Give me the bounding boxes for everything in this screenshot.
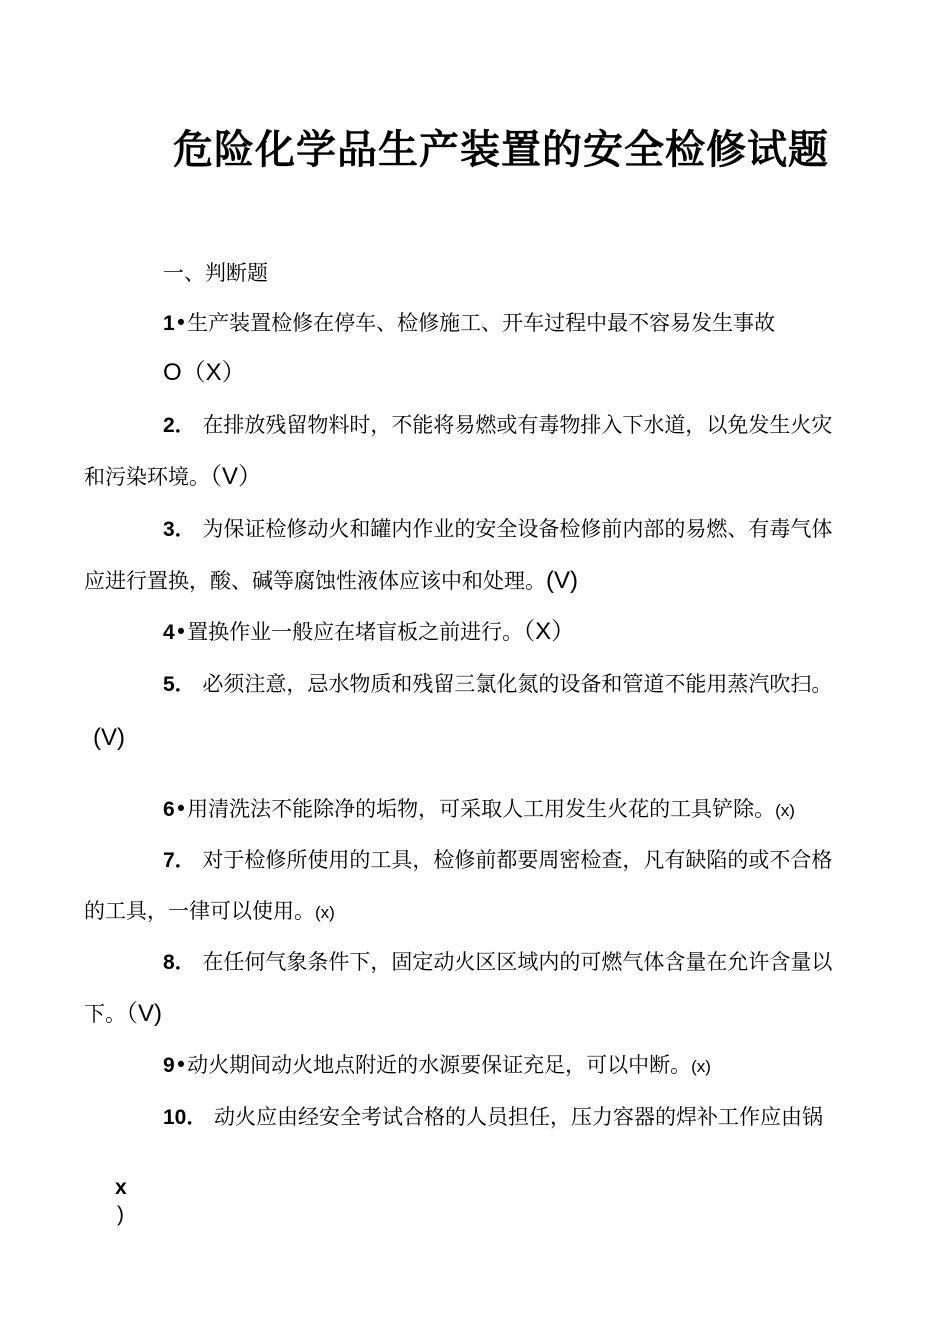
question-text: 对于检修所使用的工具，检修前都要周密检查，凡有缺陷的或不合格	[202, 848, 833, 872]
question-7	[163, 845, 832, 876]
question-text: 用清洗法不能除净的垢物，可采取人工用发生火花的工具铲除。	[187, 797, 776, 821]
question-8-continued	[84, 999, 162, 1029]
question-3-continued	[84, 566, 578, 596]
question-text: 动火期间动火地点附近的水源要保证充足，可以中断。	[187, 1053, 692, 1077]
question-number: 5．	[163, 673, 196, 696]
question-2	[163, 410, 832, 441]
question-number: 7．	[163, 849, 196, 872]
question-3	[163, 514, 832, 545]
question-number: 6	[163, 798, 175, 821]
question-text: 必须注意，忌水物质和残留三氯化氮的设备和管道不能用蒸汽吹扫。	[202, 672, 833, 696]
bullet-separator: •	[174, 797, 188, 821]
question-text: 在任何气象条件下，固定动火区区域内的可燃气体含量在允许含量以	[202, 950, 833, 974]
section-heading: 一、判断题	[163, 261, 268, 285]
question-number: 3．	[163, 518, 196, 541]
question-number: 1	[163, 312, 175, 335]
document-title: 危险化学品生产装置的安全检修试题	[173, 127, 829, 173]
question-1	[163, 308, 775, 339]
question-7-continued	[84, 896, 335, 928]
question-text: 动火应由经安全考试合格的人员担任，压力容器的焊补工作应由锅	[214, 1105, 824, 1129]
question-text: 为保证检修动火和罐内作业的安全设备检修前内部的易燃、有毒气体	[202, 517, 833, 541]
question-2-continued	[84, 462, 262, 492]
bullet-separator: •	[174, 311, 188, 335]
question-text: 置换作业一般应在堵盲板之前进行。	[187, 620, 524, 644]
question-number: 2．	[163, 414, 196, 437]
question-text-continued: 应进行置换，酸、碱等腐蚀性液体应该中和处理。	[84, 569, 546, 593]
answer-mark: （V)	[126, 1000, 162, 1027]
question-number: 4	[163, 621, 175, 644]
question-1-answer: O（X）	[163, 359, 246, 386]
question-4	[163, 617, 575, 648]
answer-mark: （X）	[523, 618, 576, 645]
question-text-continued: 和污染环境。	[84, 465, 210, 489]
bullet-separator: •	[174, 620, 188, 644]
answer-mark: (V)	[546, 567, 578, 594]
question-text-continued: 下。	[84, 1002, 126, 1026]
answer-mark: (x)	[775, 801, 795, 820]
question-number: 10．	[163, 1106, 208, 1129]
answer-mark: （V）	[210, 463, 263, 490]
question-6	[163, 794, 795, 826]
question-9	[163, 1050, 711, 1082]
question-5-answer: (V)	[93, 724, 125, 751]
answer-mark: (x)	[691, 1057, 711, 1076]
question-text: 在排放残留物料时，不能将易燃或有毒物排入下水道，以免发生火灾	[202, 413, 833, 437]
question-5	[163, 669, 832, 700]
bullet-separator: •	[174, 1053, 188, 1077]
question-text: 生产装置检修在停车、检修施工、开车过程中最不容易发生事故	[187, 311, 776, 335]
answer-mark: (x)	[315, 903, 335, 922]
question-number: 8．	[163, 951, 196, 974]
trailing-x-mark: x	[115, 1176, 127, 1199]
trailing-paren: )	[117, 1203, 124, 1226]
question-text-continued: 的工具，一律可以使用。	[84, 899, 315, 923]
question-number: 9	[163, 1054, 175, 1077]
question-8	[163, 947, 832, 978]
question-10	[163, 1102, 823, 1133]
